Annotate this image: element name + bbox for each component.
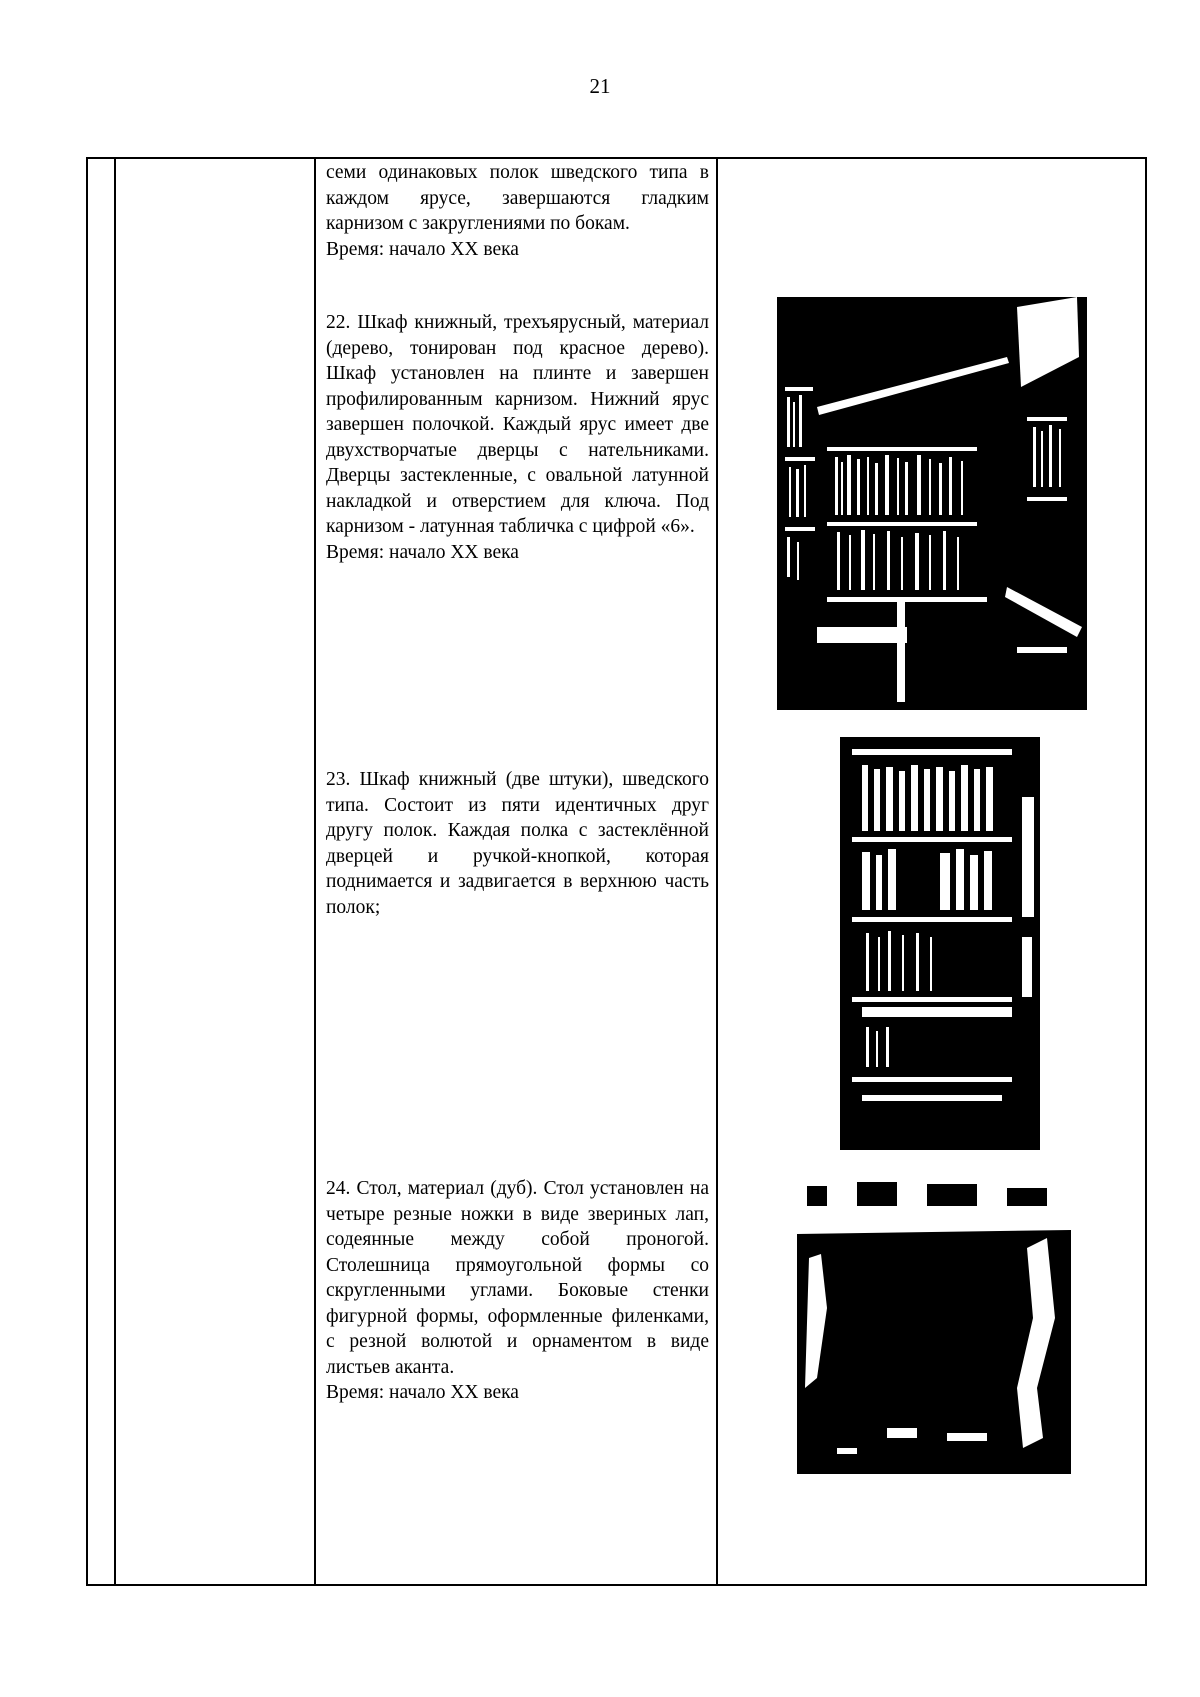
photo-bookcase-three-tier	[777, 297, 1087, 710]
entry-description: 23. Шкаф книжный (две штуки), шведского типа. Состоит из пяти идентичных друг другу полок. Каждая полка с застеклённой дверцей и ручкой-кнопкой, которая поднимается и задвигается в верхнюю часть полок;	[326, 769, 709, 918]
entry-continuation	[326, 160, 709, 262]
photo-bookcase-swedish-image	[822, 737, 1040, 1150]
entry-22	[326, 310, 709, 565]
column-divider-1	[114, 157, 116, 1586]
entry-description: семи одинаковых полок шведского типа в каждом ярусе, завершаются гладким карнизом с закруглениями по бокам.	[326, 162, 709, 234]
entry-23	[326, 767, 709, 920]
entry-time: Время: начало XX века	[326, 1382, 519, 1403]
column-divider-3	[716, 157, 718, 1586]
table-left-border	[86, 157, 88, 1586]
photo-oak-table	[797, 1178, 1071, 1474]
photo-oak-table-image	[797, 1178, 1071, 1474]
column-divider-2	[314, 157, 316, 1586]
entry-24	[326, 1176, 709, 1406]
table-right-border	[1145, 157, 1147, 1586]
table-top-border	[86, 157, 1147, 159]
photo-bookcase-three-tier-image	[777, 297, 1087, 710]
photo-bookcase-swedish	[822, 737, 1040, 1150]
page-number: 21	[589, 74, 611, 98]
entry-description: 24. Стол, материал (дуб). Стол установлен на четыре резные ножки в виде звериных лап, содеянные между собой проногой. Столешница прямоугольной формы со скругленными углами. Боковые стенки фигурной формы, оформленные филенками, с резной волютой и орнаментом в виде листьев аканта.	[326, 1178, 709, 1378]
entry-time: Время: начало XX века	[326, 541, 519, 563]
entry-time: Время: начало XX века	[326, 238, 519, 260]
table-bottom-border	[86, 1584, 1147, 1586]
entry-description: 22. Шкаф книжный, трехъярусный, материал (дерево, тонирован под красное дерево). Шкаф установлен на плинте и завершен профилированным карнизом. Нижний ярус завершен полочкой. Каждый ярус имеет две двухстворчатые дверцы с нательниками. Дверцы застекленные, с овальной латунной накладкой и отверстием для ключа. Под карнизом - латунная табличка с цифрой «6».	[326, 312, 709, 537]
